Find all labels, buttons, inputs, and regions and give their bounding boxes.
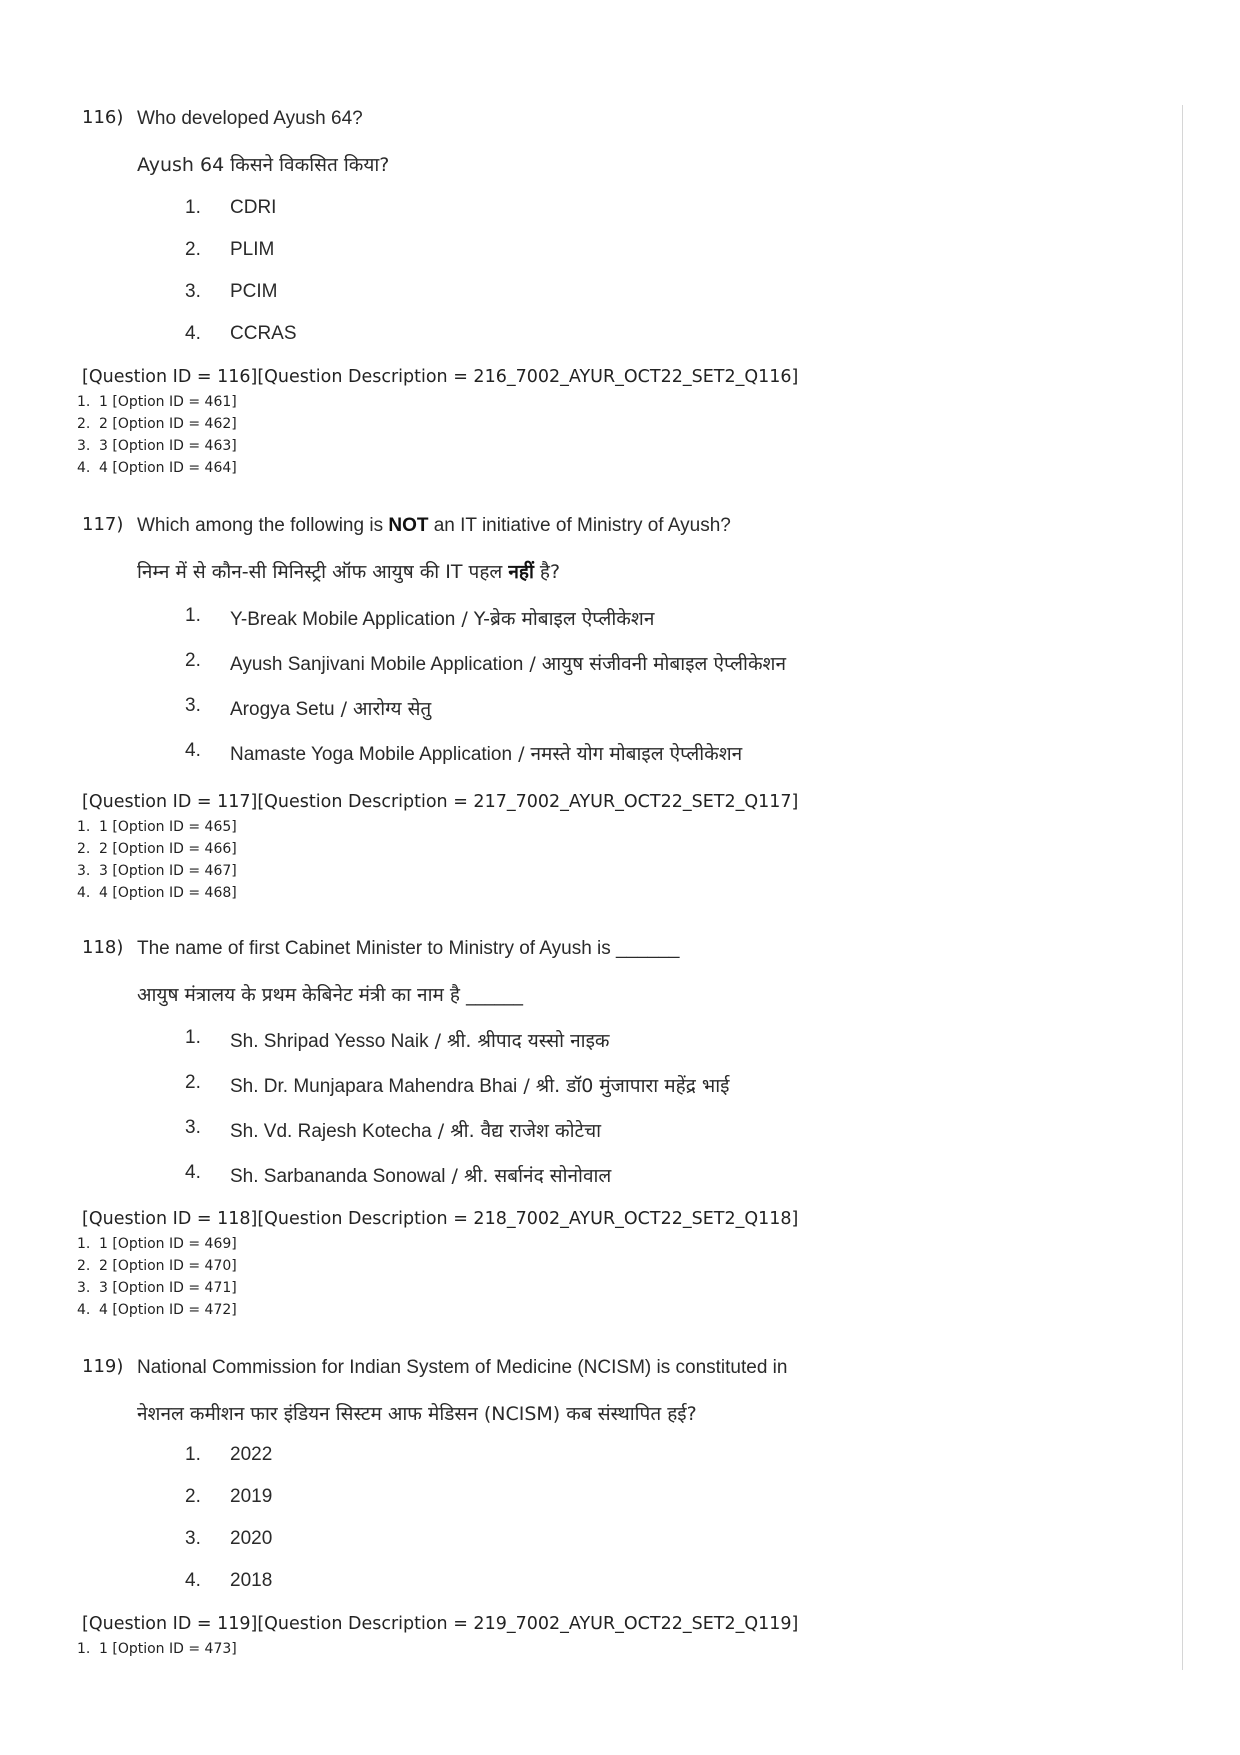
option-number: 4. — [185, 1570, 201, 1591]
option-text: Namaste Yoga Mobile Application / नमस्ते योग मोबाइल ऐप्लीकेशन — [230, 743, 743, 765]
option-text: 2019 — [230, 1486, 273, 1507]
option-id-item: 1. 1 [Option ID = 473] — [77, 1641, 237, 1657]
question-117 — [0, 514, 1180, 934]
question-number: 119) — [82, 1356, 124, 1377]
option-number: 4. — [185, 1162, 201, 1183]
option-id-item: 2. 2 [Option ID = 462] — [77, 416, 237, 432]
option-id-item: 2. 2 [Option ID = 470] — [77, 1258, 237, 1274]
option-number: 3. — [185, 281, 201, 302]
option-number: 4. — [185, 740, 201, 761]
option-id-item: 2. 2 [Option ID = 466] — [77, 841, 237, 857]
option-number: 2. — [185, 239, 201, 260]
option-number: 1. — [185, 197, 201, 218]
question-meta: [Question ID = 116][Question Description = 216_7002_AYUR_OCT22_SET2_Q116] — [82, 367, 799, 387]
option-text: Sh. Dr. Munjapara Mahendra Bhai / श्री. डॉ0 मुंजापारा महेंद्र भाई — [230, 1075, 730, 1097]
option-text: Sh. Shripad Yesso Naik / श्री. श्रीपाद यस्सो नाइक — [230, 1030, 610, 1052]
option-id-item: 3. 3 [Option ID = 463] — [77, 438, 237, 454]
question-meta: [Question ID = 117][Question Description = 217_7002_AYUR_OCT22_SET2_Q117] — [82, 792, 799, 812]
option-id-list — [77, 391, 237, 479]
emphasis-not: NOT — [388, 515, 429, 536]
option-text: 2018 — [230, 1570, 273, 1591]
option-number: 1. — [185, 605, 201, 626]
option-id-item: 4. 4 [Option ID = 472] — [77, 1302, 237, 1318]
option-text: 2022 — [230, 1444, 273, 1465]
option-text: Sh. Vd. Rajesh Kotecha / श्री. वैद्य राजेश कोटेचा — [230, 1120, 602, 1142]
question-text-hindi: निम्न में से कौन-सी मिनिस्ट्री ऑफ आयुष की IT पहल नहीं है? — [137, 561, 561, 583]
question-text-english: Who developed Ayush 64? — [137, 108, 363, 129]
option-number: 2. — [185, 1072, 201, 1093]
option-id-list — [77, 1638, 237, 1660]
question-text-hindi: Ayush 64 किसने विकसित किया? — [137, 154, 390, 176]
question-number: 117) — [82, 514, 124, 535]
question-text-english: The name of first Cabinet Minister to Ministry of Ayush is ______ — [137, 938, 680, 959]
question-meta: [Question ID = 118][Question Description = 218_7002_AYUR_OCT22_SET2_Q118] — [82, 1209, 799, 1229]
option-id-list — [77, 816, 237, 904]
option-text: Ayush Sanjivani Mobile Application / आयुष संजीवनी मोबाइल ऐप्लीकेशन — [230, 653, 787, 675]
question-text-english: Which among the following is NOT an IT initiative of Ministry of Ayush? — [137, 515, 731, 536]
option-number: 2. — [185, 650, 201, 671]
option-text: Sh. Sarbananda Sonowal / श्री. सर्बानंद सोनोवाल — [230, 1165, 612, 1187]
emphasis-nahin: नहीं — [508, 561, 534, 583]
option-id-item: 4. 4 [Option ID = 468] — [77, 885, 237, 901]
question-text-english: National Commission for Indian System of Medicine (NCISM) is constituted in — [137, 1357, 788, 1378]
option-text: Arogya Setu / आरोग्य सेतु — [230, 698, 432, 720]
option-text: PLIM — [230, 239, 275, 260]
question-118 — [0, 937, 1180, 1357]
option-id-list — [77, 1233, 237, 1321]
option-number: 3. — [185, 1117, 201, 1138]
question-text-hindi: आयुष मंत्रालय के प्रथम केबिनेट मंत्री का नाम है ______ — [137, 984, 524, 1006]
question-meta: [Question ID = 119][Question Description = 219_7002_AYUR_OCT22_SET2_Q119] — [82, 1614, 799, 1634]
option-number: 3. — [185, 1528, 201, 1549]
option-text: 2020 — [230, 1528, 273, 1549]
option-id-item: 4. 4 [Option ID = 464] — [77, 460, 237, 476]
question-119 — [0, 1356, 1180, 1656]
option-number: 2. — [185, 1486, 201, 1507]
option-text: PCIM — [230, 281, 278, 302]
option-text: Y-Break Mobile Application / Y-ब्रेक मोबाइल ऐप्लीकेशन — [230, 608, 655, 630]
option-id-item: 1. 1 [Option ID = 469] — [77, 1236, 237, 1252]
option-number: 1. — [185, 1027, 201, 1048]
question-text-hindi: नेशनल कमीशन फार इंडियन सिस्टम आफ मेडिसन (NCISM) कब संस्थापित हई? — [137, 1403, 697, 1425]
option-text: CCRAS — [230, 323, 297, 344]
page-right-border — [1182, 105, 1183, 1670]
question-number: 116) — [82, 107, 124, 128]
option-id-item: 1. 1 [Option ID = 461] — [77, 394, 237, 410]
option-id-item: 3. 3 [Option ID = 471] — [77, 1280, 237, 1296]
question-number: 118) — [82, 937, 124, 958]
option-number: 3. — [185, 695, 201, 716]
option-id-item: 1. 1 [Option ID = 465] — [77, 819, 237, 835]
option-number: 4. — [185, 323, 201, 344]
option-text: CDRI — [230, 197, 277, 218]
option-id-item: 3. 3 [Option ID = 467] — [77, 863, 237, 879]
question-116 — [0, 107, 1180, 527]
option-number: 1. — [185, 1444, 201, 1465]
